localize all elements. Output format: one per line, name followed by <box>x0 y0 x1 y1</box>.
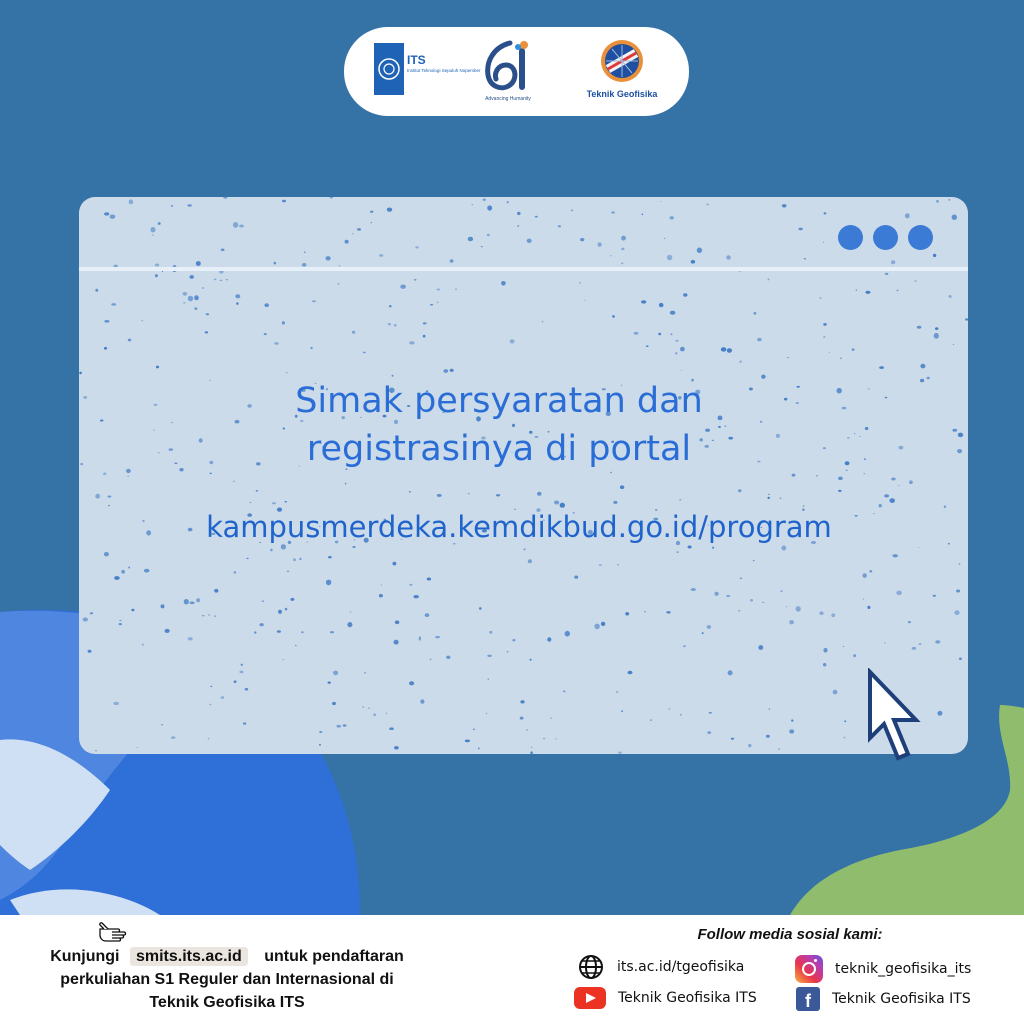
its-logo <box>374 43 481 97</box>
browser-window-card <box>79 197 968 754</box>
dept-logo-label: Teknik Geofisika <box>586 89 658 99</box>
hand-pointer-icon <box>98 921 134 945</box>
youtube-label: Teknik Geofisika ITS <box>618 990 757 1006</box>
headline-line-2: registrasinya di portal <box>306 429 692 469</box>
visit-line-3: Teknik Geofisika ITS <box>149 994 305 1011</box>
portal-url-link[interactable]: kampusmerdeka.kemdikbud.go.id/program <box>206 510 832 544</box>
visit-prefix: Kunjungi <box>50 948 120 965</box>
window-control-dot[interactable] <box>873 225 898 250</box>
teknik-geofisika-logo <box>582 35 662 107</box>
window-control-dot[interactable] <box>838 225 863 250</box>
mouse-cursor-icon <box>866 668 922 764</box>
instagram-icon <box>795 955 823 983</box>
facebook-label: Teknik Geofisika ITS <box>832 991 971 1007</box>
footer <box>0 915 1024 1024</box>
headline-line-1: Simak persyaratan dan <box>295 381 703 421</box>
visit-line-2: perkuliahan S1 Reguler dan Internasional di <box>60 971 394 988</box>
its-logo-wordmark: ITS <box>407 53 426 67</box>
window-control-dot[interactable] <box>908 225 933 250</box>
smits-link[interactable]: smits.its.ac.id <box>130 947 248 966</box>
instagram-link[interactable] <box>795 955 971 983</box>
website-label: its.ac.id/tgeofisika <box>617 959 745 975</box>
facebook-link[interactable] <box>796 987 971 1011</box>
instagram-label: teknik_geofisika_its <box>835 961 972 977</box>
follow-heading: Follow media sosial kami: <box>697 926 883 943</box>
website-link[interactable] <box>577 953 744 981</box>
speckle-texture <box>79 197 968 754</box>
logo-bar <box>344 27 689 116</box>
anniversary-tagline: Advancing Humanity <box>485 96 531 102</box>
window-titlebar-divider <box>79 267 968 271</box>
visit-suffix: untuk pendaftaran <box>264 948 404 965</box>
headline <box>79 377 919 473</box>
anniversary-61-logo <box>480 37 536 103</box>
youtube-link[interactable] <box>574 987 757 1009</box>
youtube-icon <box>574 987 606 1009</box>
registration-info <box>12 945 442 1014</box>
its-logo-subtitle: Institut Teknologi Sepuluh Nopember <box>407 68 481 73</box>
facebook-icon: f <box>796 987 820 1011</box>
globe-icon <box>577 953 605 981</box>
